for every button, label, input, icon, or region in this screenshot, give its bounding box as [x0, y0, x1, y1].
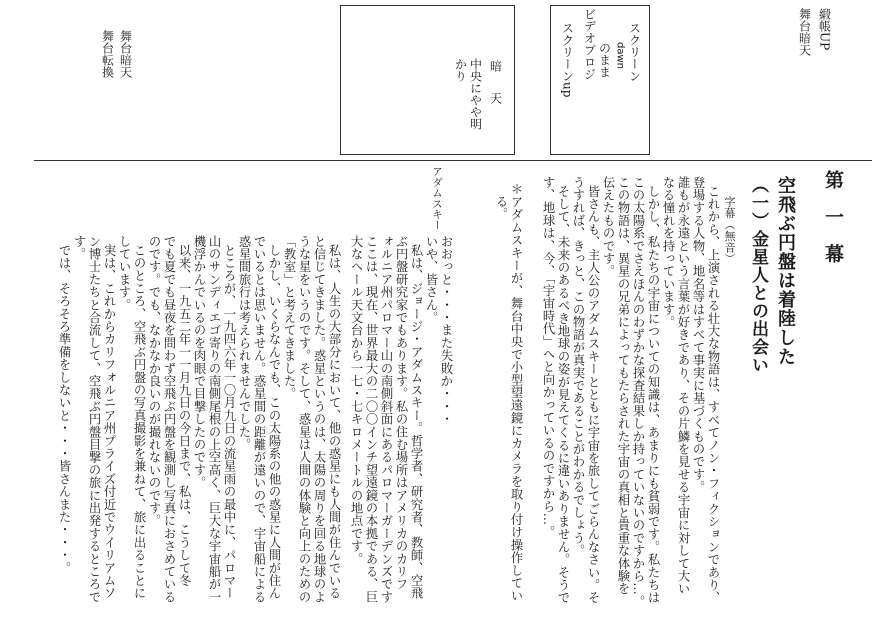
speech-line: ォルニア州パロマー山の南側斜面にあるパロマーガーデンズです: [379, 235, 393, 604]
divider-line: [34, 160, 872, 161]
intro-line: これから、上演される壮大な物語は、すべてノン・フィクションであり、: [706, 185, 720, 605]
intro-line: 皆さんも、主人公のアダムスキーとともに宇宙を旅してごらんなさい。そ: [586, 185, 600, 605]
speech-line: 私は、人生の大部分において、他の惑星にも人間が住んでいる: [327, 244, 341, 600]
caption-label: 字幕（無音）: [723, 196, 736, 265]
speech-line: でも夏でも昼夜を問わず空飛ぶ円盤を観測し写真におさめている: [162, 235, 176, 604]
speech-line: 機浮かんでいるのを肉眼で目撃したのです。: [192, 235, 206, 489]
cue-center-light: かり: [453, 58, 468, 82]
speech-line: しています。: [117, 235, 131, 312]
speech-line: と信じてきました。惑星というのは、太陽の周りを回る地球のよ: [312, 235, 326, 604]
speech-line: いや、皆さん。: [424, 235, 438, 324]
speech-line: ン博士たちと合流して、空飛ぶ円盤目撃の旅に出発するところで: [87, 235, 101, 604]
scene-subheading: （一）金星人との出会い: [748, 176, 768, 374]
speech-line: 大なヘール天文台から一七・七キロメートルの地点です。: [349, 235, 363, 566]
cue-video-projector-line: ビデオプロジ: [582, 8, 597, 80]
cue-screen-up: スクリーンup: [560, 22, 575, 98]
intro-line: す、地球は、今、「宇宙時代」へと向かっているのですから…。: [541, 176, 555, 539]
intro-line: なる憧れを持っています。: [661, 176, 675, 329]
stage-direction: ＊アダムスキーが、舞台中央で小型望遠鏡にカメラを取り付け操作してい: [509, 183, 523, 603]
speech-line: うな星をいうのです。そして、惑星は人間の体験と向上のための: [297, 235, 311, 604]
speech-line: す。: [72, 235, 86, 261]
intro-line: うすれば、きっと、この物語が真実であることがわかるでしょう。: [571, 176, 585, 557]
intro-line: 登場する人物、地名等はすべて事実に基づくものです。: [691, 176, 705, 494]
intro-line: そして、未来のあるべき地球の姿が見えてくるに違いありません。そうで: [556, 185, 570, 605]
intro-line: この太陽系でさえほんのわずかな探査結果しか持っていないのですから…。: [631, 176, 645, 608]
speech-line: しかし、いくらなんでも、この太陽系の他の惑星に人間が住ん: [267, 244, 281, 600]
speech-line: 山のサンディエゴ寄りの南側尾根の上空高く、巨大な宇宙船が一: [207, 235, 221, 604]
speech-line: では、そろそろ準備をしないと・・・皆さんまた・・・。: [57, 244, 71, 575]
speech-line: このところ、空飛ぶ円盤の写真撮影を兼ねて、旅に出ることに: [132, 244, 146, 600]
stage-direction: る。: [494, 195, 508, 221]
act-title: 第一幕: [822, 170, 844, 281]
scene-heading: 空飛ぶ円盤は着陸した: [775, 176, 796, 366]
cue-stage-dark-2: 舞台暗天: [118, 30, 133, 78]
speech-line: 惑星間旅行は考えられませんでした。: [237, 235, 251, 451]
speaker-name: アダムスキー: [431, 166, 443, 231]
cue-scene-change: 舞台転換: [100, 30, 115, 78]
speech-line: ところが、一九四六年一〇月九日の流星雨の最中に、パロマー: [222, 244, 236, 600]
intro-line: この物語は、異星の兄弟によってもたらされた宇宙の真相と貴重な体験を: [616, 176, 630, 596]
speech-line: 「教室」と考えてきました。: [282, 235, 296, 401]
speech-line: 私は、ジョージ・アダムスキー。哲学者、研究者、教師、空飛: [409, 244, 423, 600]
cue-dark-curtain: 暗 天: [488, 60, 503, 108]
speech-line: のです。でも、なかなか良いのが撮れないのです。: [147, 235, 161, 528]
cue-curtain-up: 緞帳UP: [817, 8, 832, 51]
speech-line: 実は、これからカリフォルニア州プライズ付近でウイリアムソ: [102, 244, 116, 600]
speech-line: ここは、現在、世界最大の二〇〇インチ望遠鏡の本拠である、巨: [364, 235, 378, 604]
cue-stage-dark: 舞台暗天: [797, 8, 812, 56]
intro-line: しかし、私たちの宇宙についての知識は、あまりにも貧弱です。私たちは: [646, 185, 660, 605]
cue-screen-dawn: dawn: [614, 42, 626, 69]
cue-screen-dawn: のまま: [597, 42, 612, 78]
intro-line: 誰もが永遠という言葉が好きであり、その片鱗を見せる宇宙に対して大い: [676, 176, 690, 596]
speech-line: ぶ円盤研究家でもあります。私の住む場所はアメリカのカリフ: [394, 235, 408, 591]
cue-screen-dawn: スクリーン: [627, 22, 642, 82]
cue-center-light: 中央にやや明: [468, 58, 483, 130]
speech-line: おおっと・・・また失敗か・・・: [439, 235, 453, 426]
intro-line: 伝えたものです。: [601, 176, 615, 278]
speech-line: でいるとは思いません。惑星間の距離が遠いので、宇宙船による: [252, 235, 266, 604]
speech-line: 以来、一九五二年一一月九日の今日まで、私は、こうして冬: [177, 244, 191, 587]
